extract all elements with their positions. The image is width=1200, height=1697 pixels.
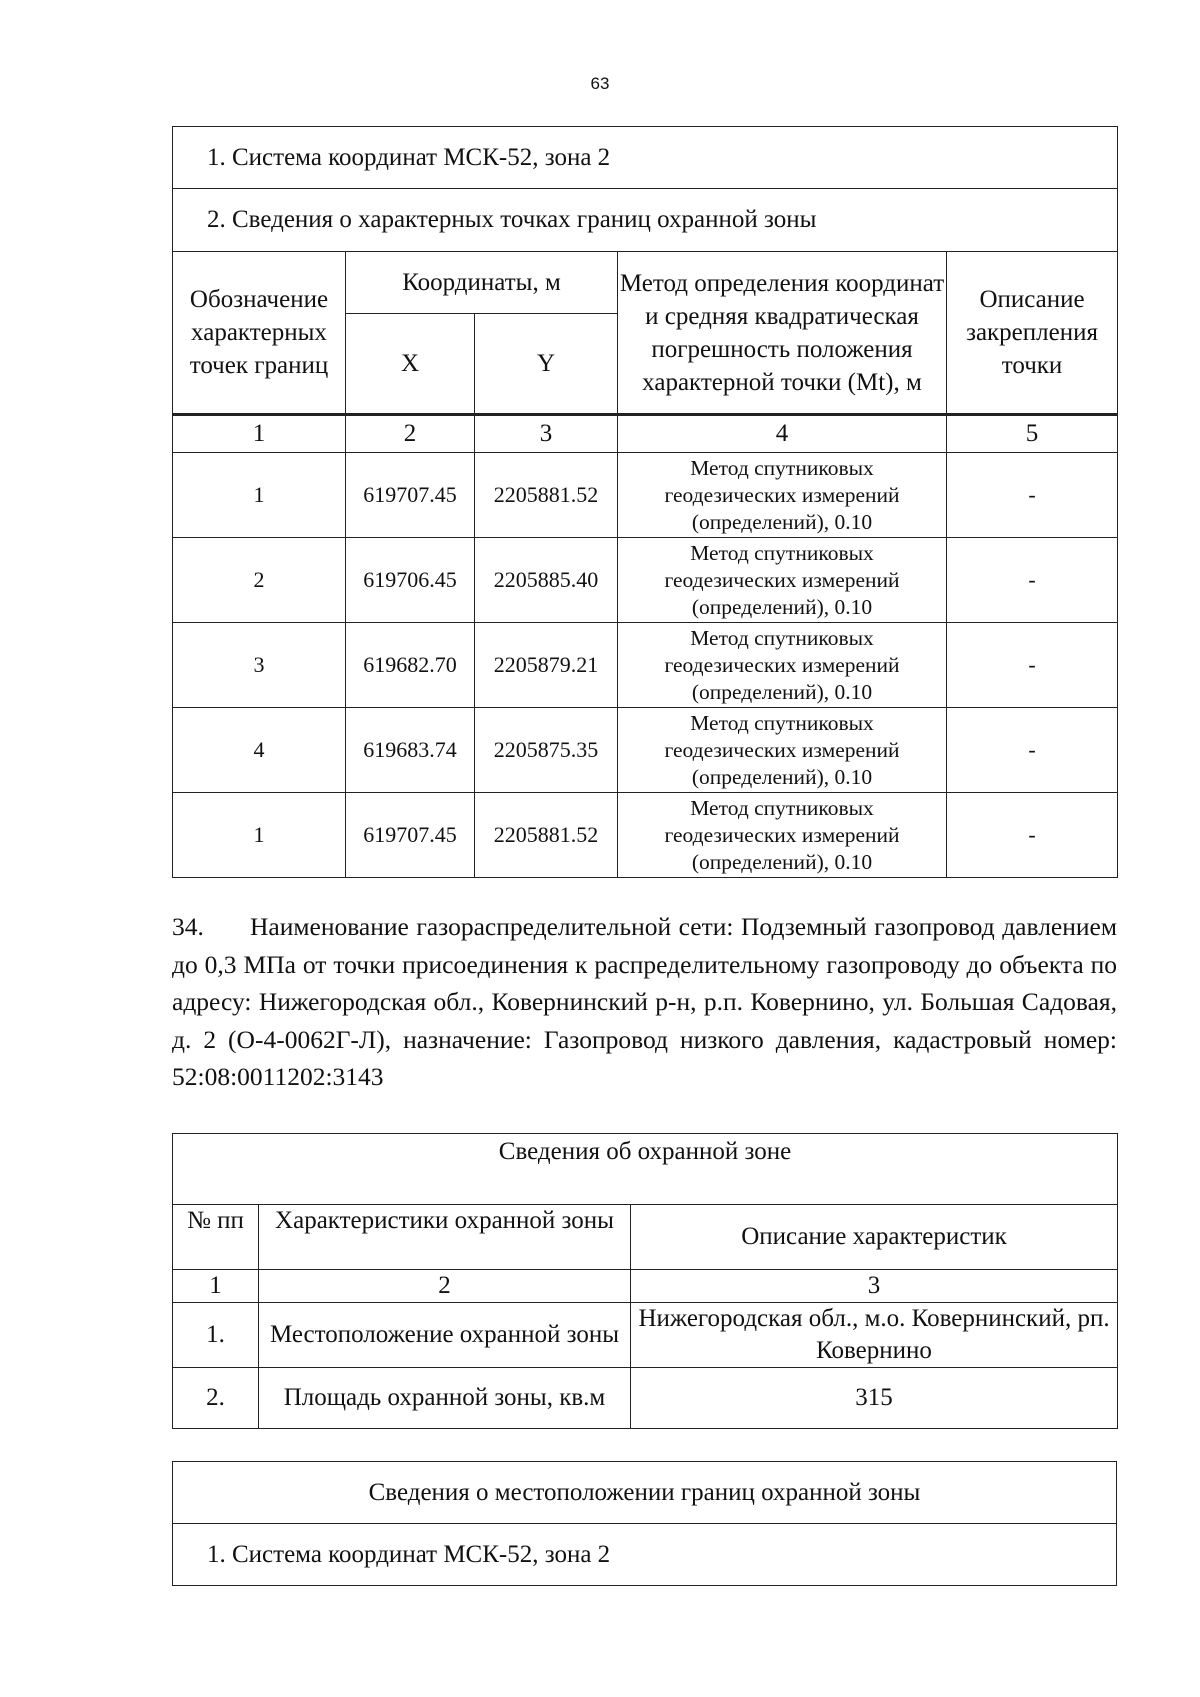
coordinate-system-label: 1. Система координат МСК-52, зона 2 bbox=[173, 1524, 1117, 1586]
point-x: 619682.70 bbox=[346, 623, 475, 708]
header-coordinates: Координаты, м bbox=[346, 252, 618, 314]
point-x: 619706.45 bbox=[346, 538, 475, 623]
paragraph-number: 34. bbox=[172, 912, 204, 941]
point-description: - bbox=[947, 538, 1118, 623]
header-no: № пп bbox=[173, 1205, 259, 1270]
header-description: Описание характеристик bbox=[631, 1205, 1118, 1270]
table-row bbox=[173, 1303, 1118, 1368]
header-designation: Обозначение характерных точек границ bbox=[173, 252, 346, 415]
header-x: X bbox=[346, 314, 475, 415]
point-y: 2205879.21 bbox=[475, 623, 618, 708]
header-method: Метод определения координат и средняя квадратическая погрешность положения характерной точки (Mt), м bbox=[618, 252, 947, 415]
table-row bbox=[173, 1368, 1118, 1429]
table-row bbox=[173, 623, 1118, 708]
column-number: 3 bbox=[631, 1270, 1118, 1303]
point-y: 2205875.35 bbox=[475, 708, 618, 793]
point-method: Метод спутниковых геодезических измерений (определений), 0.10 bbox=[618, 453, 947, 538]
header-description: Описание закрепления точки bbox=[947, 252, 1118, 415]
column-number: 2 bbox=[259, 1270, 631, 1303]
table-row bbox=[173, 453, 1118, 538]
column-number: 3 bbox=[475, 415, 618, 453]
point-description: - bbox=[947, 623, 1118, 708]
paragraph-text: Наименование газораспределительной сети: Подземный газопровод давлением до 0,3 МПа от точки присоединения к распределительному газопроводу до объекта по адресу: Нижегородская обл., Ковернинский р-н, р.п. Ковернино, ул. Большая Садовая, д. 2 (О-4-0062Г-Л), назначение: Газопровод низкого давления, кадастровый номер: 52:08:0011202:3143 bbox=[172, 912, 1117, 1091]
column-number: 2 bbox=[346, 415, 475, 453]
row-description: 315 bbox=[631, 1368, 1118, 1429]
point-x: 619707.45 bbox=[346, 793, 475, 878]
point-id: 3 bbox=[173, 623, 346, 708]
point-method: Метод спутниковых геодезических измерений (определений), 0.10 bbox=[618, 708, 947, 793]
protected-zone-table bbox=[172, 1133, 1118, 1429]
point-description: - bbox=[947, 793, 1118, 878]
point-id: 1 bbox=[173, 793, 346, 878]
boundary-location-table bbox=[172, 1461, 1117, 1586]
table-row bbox=[173, 708, 1118, 793]
column-number: 5 bbox=[947, 415, 1118, 453]
point-id: 4 bbox=[173, 708, 346, 793]
column-number: 1 bbox=[173, 415, 346, 453]
point-y: 2205881.52 bbox=[475, 793, 618, 878]
protected-zone-title: Сведения об охранной зоне bbox=[173, 1134, 1118, 1205]
column-number: 4 bbox=[618, 415, 947, 453]
header-y: Y bbox=[475, 314, 618, 415]
point-id: 2 bbox=[173, 538, 346, 623]
page-number: 63 bbox=[590, 74, 610, 93]
point-y: 2205881.52 bbox=[475, 453, 618, 538]
column-number: 1 bbox=[173, 1270, 259, 1303]
point-id: 1 bbox=[173, 453, 346, 538]
point-description: - bbox=[947, 453, 1118, 538]
table-row bbox=[173, 538, 1118, 623]
row-characteristic: Площадь охранной зоны, кв.м bbox=[259, 1368, 631, 1429]
header-characteristic: Характеристики охранной зоны bbox=[259, 1205, 631, 1270]
boundary-points-table bbox=[172, 126, 1118, 878]
point-method: Метод спутниковых геодезических измерений (определений), 0.10 bbox=[618, 623, 947, 708]
point-x: 619683.74 bbox=[346, 708, 475, 793]
point-description: - bbox=[947, 708, 1118, 793]
point-x: 619707.45 bbox=[346, 453, 475, 538]
network-description-paragraph bbox=[172, 908, 1117, 1096]
point-method: Метод спутниковых геодезических измерений (определений), 0.10 bbox=[618, 793, 947, 878]
row-no: 2. bbox=[173, 1368, 259, 1429]
boundary-location-title: Сведения о местоположении границ охранной зоны bbox=[173, 1462, 1117, 1524]
table-row bbox=[173, 793, 1118, 878]
coordinate-system-label: 1. Система координат МСК-52, зона 2 bbox=[173, 127, 1118, 189]
row-characteristic: Местоположение охранной зоны bbox=[259, 1303, 631, 1368]
point-method: Метод спутниковых геодезических измерений (определений), 0.10 bbox=[618, 538, 947, 623]
row-description: Нижегородская обл., м.о. Ковернинский, рп. Ковернино bbox=[631, 1303, 1118, 1368]
boundary-points-caption: 2. Сведения о характерных точках границ охранной зоны bbox=[173, 189, 1118, 252]
point-y: 2205885.40 bbox=[475, 538, 618, 623]
row-no: 1. bbox=[173, 1303, 259, 1368]
